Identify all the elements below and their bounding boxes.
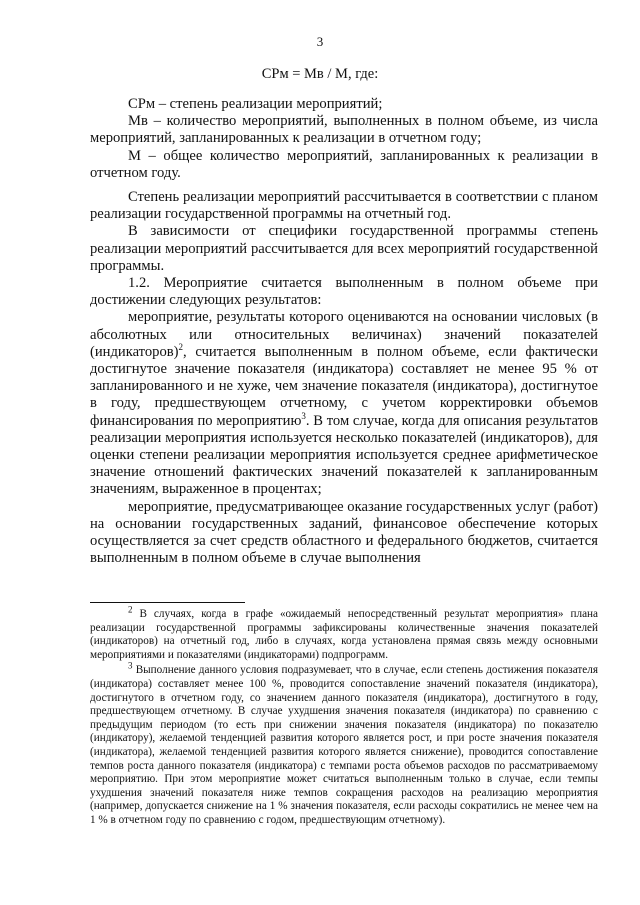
footnote-2-mark: 2 xyxy=(128,604,133,615)
footnote-2-text: В случаях, когда в графе «ожидаемый непосредственный результат мероприятия» плана реализации государственной программы зафиксированы количественные значения показателей (индикаторов) на отчетный год, либо в случаях, когда установлена прямая связь между основными мероприятиями и показателями (индикаторами) подпрограмм. xyxy=(90,608,598,661)
paragraph-specifics: В зависимости от специфики государственной программы степень реализации мероприятий рассчитывается для всех мероприятий государственной программы. xyxy=(90,223,598,274)
footnote-3-text: Выполнение данного условия подразумевает, что в случае, если степень достижения показателя (индикатора) составляет менее 100 %, проводится сопоставление значений показателя (индикатора), достигнутого в отчетном году, со значением данного показателя (индикатора), достигнутого в году, предшествующем отчетному. В случае ухудшения значения показателя (индикатора) по сравнению с предыдущим периодом (то есть при снижении значения показателя (индикатора) по показателю (индикатору), желаемой тенденцией развития которого является рост, и при росте значения показателя (индикатора), желаемой тенденцией развития которого является снижение), проводится сопоставление темпов роста данного показателя (индикатора) с темпами роста объемов расходов по рассматриваемому мероприятию. При этом мероприятие может считаться выполненным только в случае, если темпы ухудшения значений показателя ниже темпов сокращения расходов на реализацию мероприятия (например, допускается снижение на 1 % значения показателя, если расходы сократились не менее чем на 1 % в отчетном году по сравнению с годом, предшествующим отчетному). xyxy=(90,664,598,826)
footnote-ref-3: 3 xyxy=(301,410,306,421)
footnote-separator xyxy=(90,602,245,603)
paragraph-section-1-2: 1.2. Мероприятие считается выполненным в полном объеме при достижении следующих результатов: xyxy=(90,275,598,309)
footnotes xyxy=(90,604,598,830)
numeric-results-text-1: мероприятие, результаты которого оцениваются на основании числовых (в абсолютных или относительных величинах) значений показателей (индикаторов) xyxy=(90,309,598,360)
paragraph-state-services: мероприятие, предусматривающее оказание государственных услуг (работ) на основании государственных заданий, финансовое обеспечение которых осуществляется за счет средств областного и федерального бюджетов, считается выполненным в полном объеме в случае выполнения xyxy=(90,498,598,567)
paragraph-definition-m: М – общее количество мероприятий, запланированных к реализации в отчетном году. xyxy=(90,147,598,181)
page-number: 3 xyxy=(316,34,324,49)
paragraph-numeric-results xyxy=(90,309,598,498)
paragraph-definition-mv: Мв – количество мероприятий, выполненных в полном объеме, из числа мероприятий, запланированных к реализации в отчетном году; xyxy=(90,113,598,147)
formula: СРм = Мв / М, где: xyxy=(261,66,379,82)
footnote-ref-2: 2 xyxy=(178,341,184,352)
footnote-2 xyxy=(90,604,598,662)
paragraph-calculation-basis: Степень реализации мероприятий рассчитывается в соответствии с планом реализации государственной программы на отчетный год. xyxy=(90,189,598,223)
footnote-3-mark: 3 xyxy=(128,660,133,671)
numeric-results-text-3: . В том случае, когда для описания результатов реализации мероприятия используется несколько показателей (индикаторов), для оценки степени реализации мероприятия используется среднее арифметическое значение отношений фактических значений показателей к запланированным значениям, выраженное в процентах; xyxy=(90,412,598,498)
paragraph-definition-srm: СРм – степень реализации мероприятий; xyxy=(128,96,383,112)
footnote-3 xyxy=(90,660,598,827)
numeric-results-text-2: , считается выполненным в полном объеме, если фактически достигнутое значение показателя (индикатора) составляет не менее 95 % от запланированного и не хуже, чем значение показателя (индикатора), достигнутое в году, предшествующем отчетному, с учетом корректировки объемов финансирования по мероприятию xyxy=(90,343,598,429)
body-text xyxy=(90,96,598,567)
